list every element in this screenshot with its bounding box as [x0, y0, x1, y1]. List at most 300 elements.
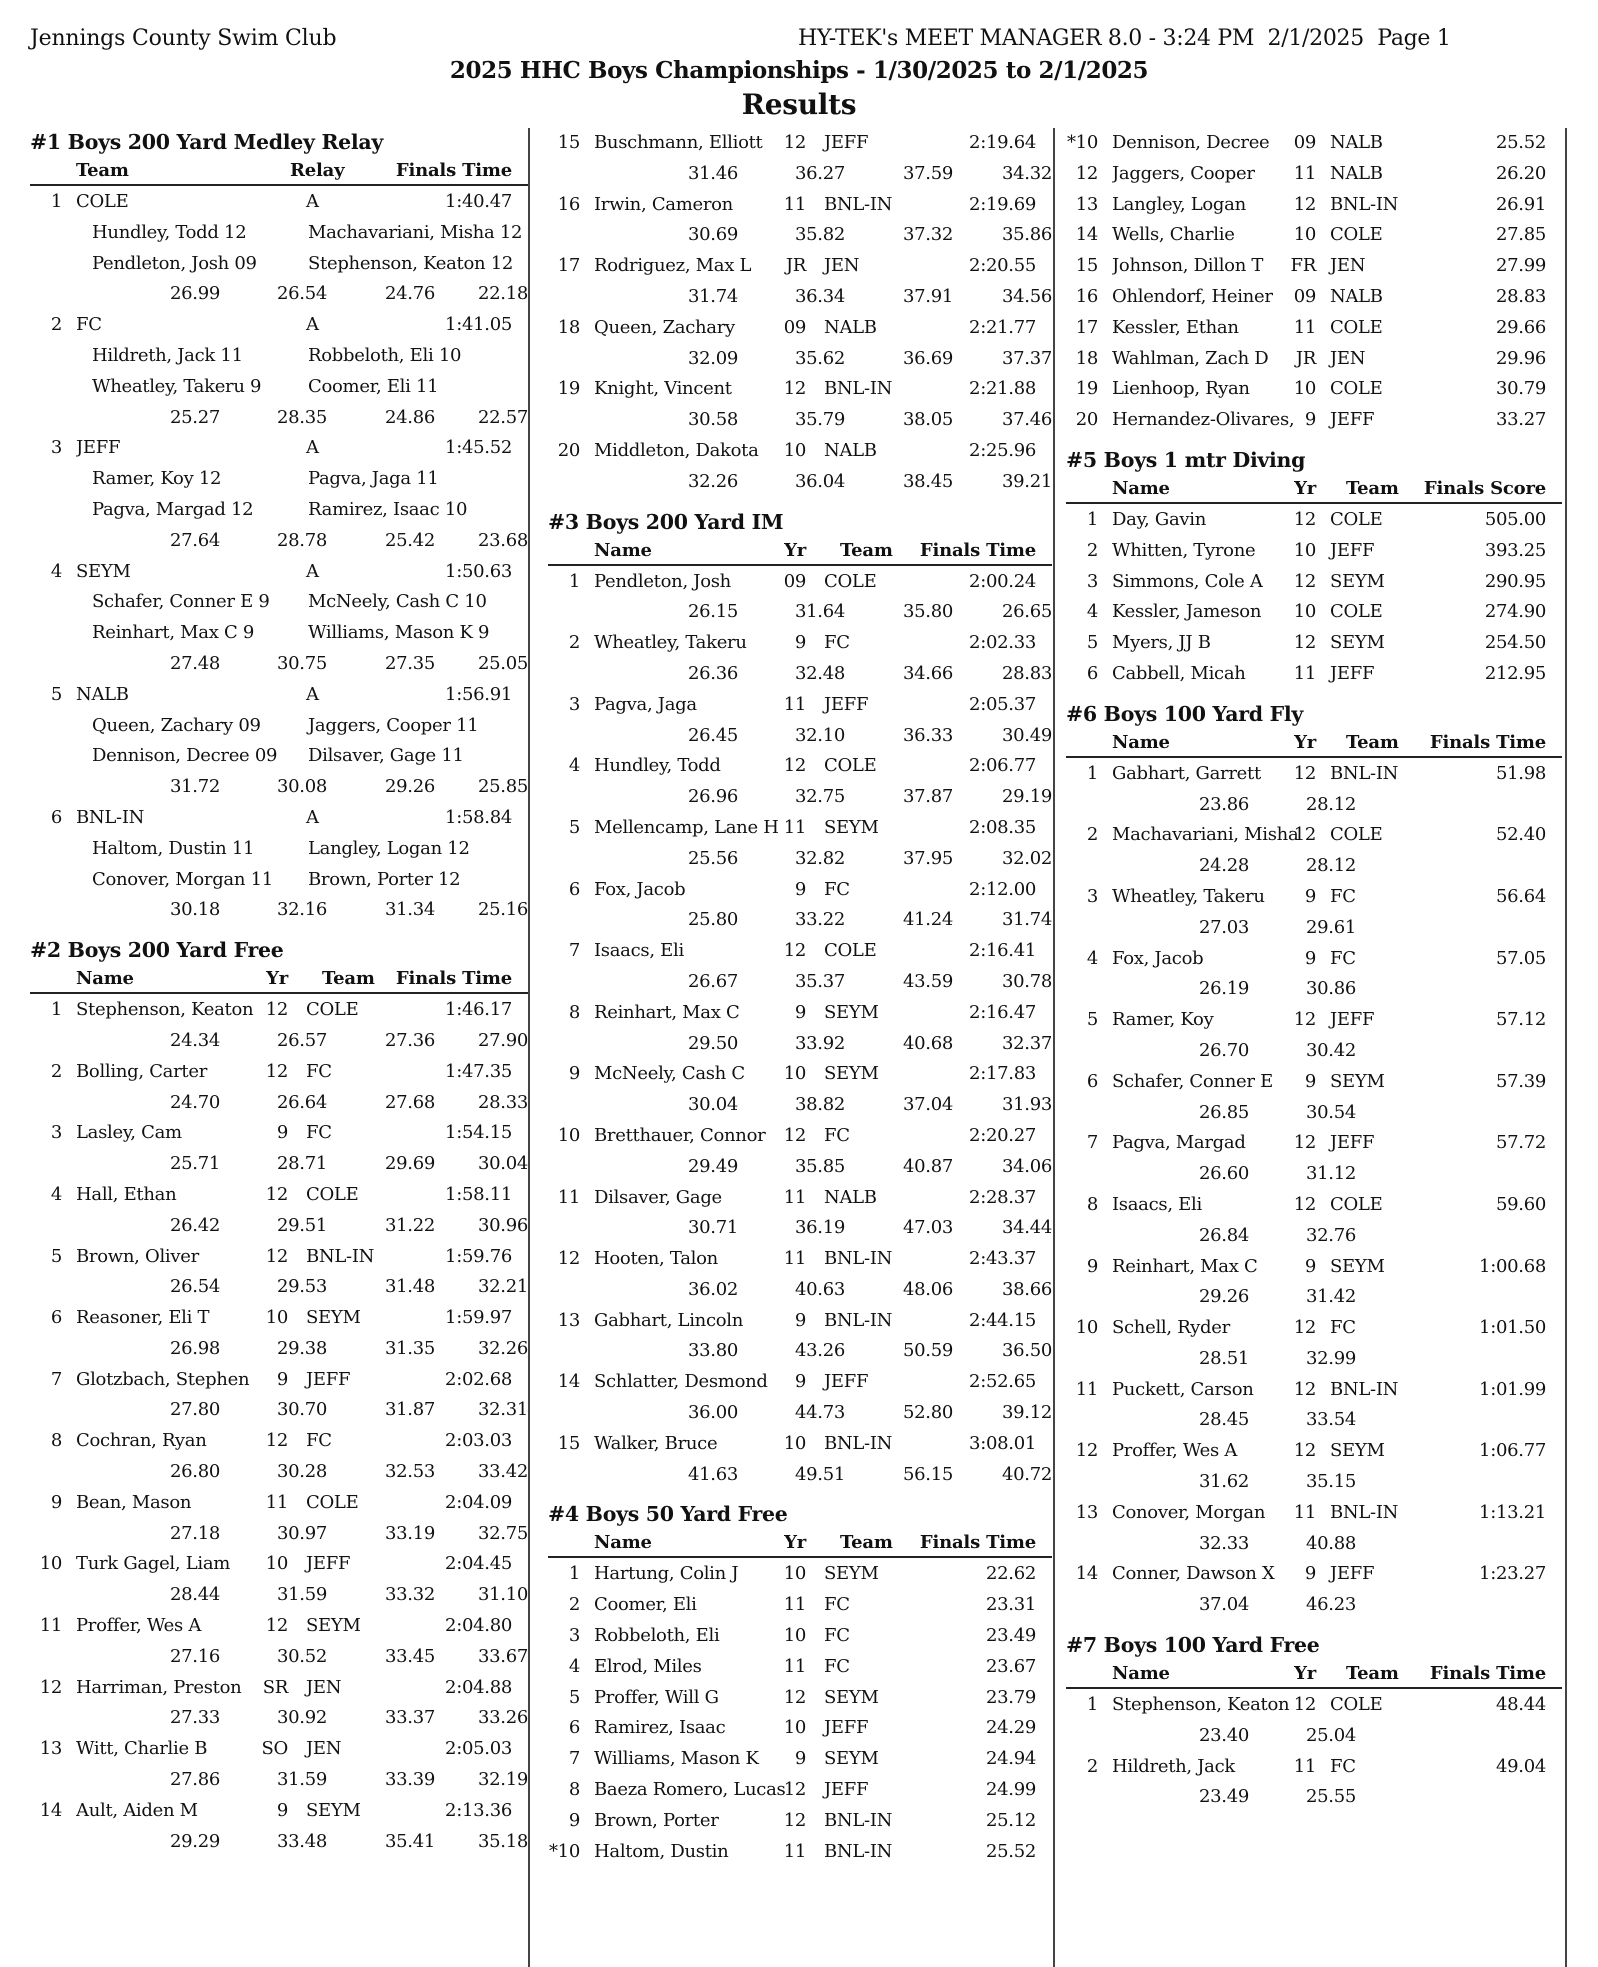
split-time: 27.03 [1198, 916, 1249, 938]
swimmer-name: Pendleton, Josh [594, 570, 731, 592]
split-time: 24.76 [384, 283, 435, 305]
result-row [548, 1805, 1052, 1836]
swimmer-name: Cochran, Ryan [76, 1430, 207, 1452]
split-time: 32.48 [794, 662, 845, 684]
relay-swimmer: Pagva, Jaga 11 [308, 468, 439, 490]
relay-row [30, 432, 528, 463]
split-time: 37.32 [902, 224, 953, 246]
swimmer-name: Middleton, Dakota [594, 439, 759, 461]
place: 1 [1086, 1694, 1098, 1716]
split-time: 34.32 [1001, 162, 1052, 184]
splits-row [548, 1397, 1052, 1428]
splits-row [548, 219, 1052, 250]
split-time: 36.34 [794, 285, 845, 307]
relay-row [30, 309, 528, 340]
place: 8 [568, 1001, 580, 1023]
finals-time: 2:28.37 [969, 1186, 1036, 1208]
year: 11 [783, 193, 806, 215]
splits-row [30, 1764, 528, 1795]
swimmer-name: Ohlendorf, Heiner [1112, 285, 1273, 307]
year: 9 [1304, 885, 1316, 907]
team: COLE [1330, 378, 1383, 400]
split-time: 40.72 [1001, 1463, 1052, 1485]
splits-row [548, 466, 1052, 497]
finals-time: 1:54.15 [445, 1122, 512, 1144]
place: 4 [1086, 601, 1098, 623]
relay-swimmer: Queen, Zachary 09 [92, 714, 261, 736]
result-row [30, 994, 528, 1025]
split-time: 30.96 [477, 1214, 528, 1236]
relay-letter: A [306, 683, 319, 705]
header-finals: Finals Time [1429, 731, 1546, 753]
result-row [1066, 1127, 1562, 1158]
split-time: 29.19 [1001, 786, 1052, 808]
place: 14 [557, 1371, 580, 1393]
finals-time: 2:06.77 [969, 755, 1036, 777]
swimmer-name: Simmons, Cole A [1112, 570, 1263, 592]
split-time: 34.56 [1001, 285, 1052, 307]
team: COLE [824, 940, 877, 962]
place: 3 [1086, 570, 1098, 592]
result-row [548, 1428, 1052, 1459]
header-team: Team [840, 539, 893, 561]
splits-row [548, 1151, 1052, 1182]
header-team: Team [1346, 731, 1399, 753]
result-row [548, 1682, 1052, 1713]
splits-row [1066, 1035, 1562, 1066]
split-time: 34.66 [902, 662, 953, 684]
result-row [1066, 189, 1562, 220]
splits-row [1066, 850, 1562, 881]
relay-letter: A [306, 560, 319, 582]
place: 6 [568, 878, 580, 900]
team: NALB [1330, 285, 1383, 307]
splits-row [30, 402, 528, 433]
result-row [1066, 343, 1562, 374]
header-name: Name [1112, 1663, 1170, 1685]
place: 5 [568, 1686, 580, 1708]
team: BNL-IN [824, 1248, 893, 1270]
swimmer-name: Bean, Mason [76, 1491, 192, 1513]
finals-time: 23.79 [985, 1686, 1036, 1708]
relay-letter: A [306, 314, 319, 336]
split-time: 27.90 [477, 1029, 528, 1051]
year: 12 [265, 1430, 288, 1452]
place: 15 [1075, 255, 1098, 277]
finals-time: 1:58.84 [445, 806, 512, 828]
team: SEYM [1330, 570, 1385, 592]
relay-swimmers-row [30, 617, 528, 648]
split-time: 30.86 [1305, 978, 1356, 1000]
relay-swimmer: Pagva, Margad 12 [92, 498, 254, 520]
split-time: 29.53 [276, 1276, 327, 1298]
split-time: 33.92 [794, 1032, 845, 1054]
year: 12 [783, 1686, 806, 1708]
year: 12 [783, 755, 806, 777]
swimmer-name: Fox, Jacob [594, 878, 686, 900]
swimmer-name: Proffer, Will G [594, 1686, 719, 1708]
split-time: 33.54 [1305, 1409, 1356, 1431]
split-time: 33.19 [384, 1522, 435, 1544]
team: JEFF [824, 1779, 869, 1801]
year: 11 [1293, 162, 1316, 184]
split-time: 27.35 [384, 652, 435, 674]
team: COLE [306, 1183, 359, 1205]
event-title: #5 Boys 1 mtr Diving [1066, 447, 1306, 472]
relay-letter: A [306, 191, 319, 212]
finals-time: 24.99 [985, 1779, 1036, 1801]
swimmer-name: Hernandez-Olivares, [1112, 409, 1295, 431]
header-year: Yr [784, 539, 806, 561]
split-time: 47.03 [902, 1217, 953, 1239]
finals-time: 56.64 [1495, 885, 1546, 907]
year: 10 [1293, 224, 1316, 246]
year: 11 [783, 1594, 806, 1616]
place: 5 [1086, 1009, 1098, 1031]
table-header [1066, 730, 1562, 758]
split-time: 32.37 [1001, 1032, 1052, 1054]
finals-time: 24.29 [985, 1717, 1036, 1739]
swimmer-name: Cabbell, Micah [1112, 662, 1246, 684]
finals-time: 51.98 [1495, 762, 1546, 784]
split-time: 28.83 [1001, 662, 1052, 684]
split-time: 41.63 [687, 1463, 738, 1485]
place: 19 [1075, 378, 1098, 400]
split-time: 34.44 [1001, 1217, 1052, 1239]
swimmer-name: Bretthauer, Connor [594, 1124, 766, 1146]
header-team: Team [1346, 477, 1399, 499]
splits-row [30, 1579, 528, 1610]
relay-swimmer: Robbeloth, Eli 10 [308, 344, 462, 366]
splits-row [548, 658, 1052, 689]
result-row [548, 1120, 1052, 1151]
result-row [548, 1774, 1052, 1805]
result-row [548, 1058, 1052, 1089]
split-time: 22.57 [477, 406, 528, 428]
split-time: 26.54 [169, 1276, 220, 1298]
split-time: 26.65 [1001, 601, 1052, 623]
swimmer-name: Johnson, Dillon T [1112, 255, 1264, 277]
split-time: 36.19 [794, 1217, 845, 1239]
result-row [548, 1182, 1052, 1213]
place: 8 [50, 1430, 62, 1452]
split-time: 56.15 [902, 1463, 953, 1485]
place: 5 [50, 1245, 62, 1267]
year: 9 [1304, 1563, 1316, 1585]
split-time: 25.05 [477, 652, 528, 674]
result-row [1066, 1751, 1562, 1782]
result-row [1066, 281, 1562, 312]
place: 13 [1075, 193, 1098, 215]
team: COLE [1330, 824, 1383, 846]
event-title: #2 Boys 200 Yard Free [30, 938, 284, 963]
split-time: 33.42 [477, 1461, 528, 1483]
finals-time: 212.95 [1484, 662, 1546, 684]
team: JEN [1330, 347, 1366, 369]
swimmer-name: Ramirez, Isaac [594, 1717, 726, 1739]
result-row [548, 127, 1052, 158]
finals-time: 1:01.99 [1479, 1378, 1546, 1400]
finals-time: 2:05.37 [969, 693, 1036, 715]
place: 2 [1086, 539, 1098, 561]
result-row [1066, 312, 1562, 343]
year: 12 [1293, 1694, 1316, 1716]
split-time: 28.35 [276, 406, 327, 428]
splits-row [1066, 1158, 1562, 1189]
splits-row [548, 781, 1052, 812]
team: COLE [306, 1491, 359, 1513]
year: 12 [783, 1779, 806, 1801]
split-time: 32.53 [384, 1461, 435, 1483]
finals-time: 2:04.80 [445, 1615, 512, 1637]
year: 10 [265, 1307, 288, 1329]
splits-row [548, 904, 1052, 935]
finals-time: 25.52 [1495, 132, 1546, 153]
result-row [30, 1795, 528, 1826]
split-time: 26.45 [687, 724, 738, 746]
result-row [1066, 1435, 1562, 1466]
finals-time: 393.25 [1484, 539, 1546, 561]
team: BNL-IN [824, 1840, 893, 1862]
splits-row [30, 648, 528, 679]
team: FC [1330, 1755, 1356, 1777]
result-row [548, 1651, 1052, 1682]
splits-row [1066, 789, 1562, 820]
relay-swimmer: Conover, Morgan 11 [92, 868, 273, 890]
finals-time: 29.96 [1495, 347, 1546, 369]
relay-row [30, 556, 528, 587]
split-time: 25.55 [1305, 1786, 1356, 1808]
place: 6 [50, 806, 62, 828]
header-finals: Finals Time [919, 1532, 1036, 1554]
event-4-50-free [548, 1499, 1052, 1866]
split-time: 33.37 [384, 1707, 435, 1729]
year: 10 [783, 1432, 806, 1454]
swimmer-name: Wheatley, Takeru [1112, 885, 1265, 907]
place: 2 [1086, 1755, 1098, 1777]
swimmer-name: Buschmann, Elliott [594, 132, 763, 153]
year: 9 [1304, 1070, 1316, 1092]
swimmer-name: Pagva, Jaga [594, 693, 697, 715]
split-time: 31.59 [276, 1769, 327, 1791]
split-time: 25.56 [687, 847, 738, 869]
team: COLE [1330, 1193, 1383, 1215]
relay-swimmer: Schafer, Conner E 9 [92, 591, 270, 613]
team: BNL-IN [824, 193, 893, 215]
place: 9 [568, 1063, 580, 1085]
place: 4 [568, 755, 580, 777]
relay-swimmer: Ramer, Koy 12 [92, 468, 222, 490]
relay-swimmers-row [30, 586, 528, 617]
finals-time: 57.72 [1495, 1132, 1546, 1154]
finals-time: 1:00.68 [1479, 1255, 1546, 1277]
team: FC [824, 878, 850, 900]
year: 10 [783, 1063, 806, 1085]
result-row [1066, 127, 1562, 158]
year: 12 [265, 1615, 288, 1637]
finals-time: 25.52 [985, 1840, 1036, 1862]
splits-row [30, 525, 528, 556]
year: 12 [1293, 1132, 1316, 1154]
result-row [548, 250, 1052, 281]
relay-swimmer: Hildreth, Jack 11 [92, 344, 243, 366]
split-time: 35.86 [1001, 224, 1052, 246]
split-time: 28.71 [276, 1153, 327, 1175]
place: 10 [557, 1124, 580, 1146]
splits-row [548, 1335, 1052, 1366]
split-time: 31.72 [169, 776, 220, 798]
team: JEFF [1330, 409, 1375, 431]
relay-swimmers-row [30, 248, 528, 279]
split-time: 32.19 [477, 1769, 528, 1791]
relay-swimmer: Reinhart, Max C 9 [92, 622, 255, 644]
relay-swimmer: Brown, Porter 12 [308, 868, 461, 890]
place: 15 [557, 132, 580, 153]
finals-time: 2:16.41 [969, 940, 1036, 962]
header-finals: Finals Time [1429, 1663, 1546, 1685]
year: 9 [794, 1748, 806, 1770]
splits-row [548, 158, 1052, 189]
result-row [548, 1366, 1052, 1397]
place: 4 [50, 1183, 62, 1205]
split-time: 24.86 [384, 406, 435, 428]
split-time: 32.31 [477, 1399, 528, 1421]
split-time: 23.49 [1198, 1786, 1249, 1808]
split-time: 32.21 [477, 1276, 528, 1298]
finals-time: 2:21.88 [969, 378, 1036, 400]
result-row [30, 1610, 528, 1641]
team: BNL-IN [1330, 193, 1399, 215]
swimmer-name: Glotzbach, Stephen [76, 1368, 250, 1390]
split-time: 30.92 [276, 1707, 327, 1729]
year: 10 [783, 1717, 806, 1739]
year: 12 [1293, 1009, 1316, 1031]
relay-team: SEYM [76, 560, 131, 582]
place: 3 [50, 1122, 62, 1144]
split-time: 26.42 [169, 1214, 220, 1236]
split-time: 36.50 [1001, 1340, 1052, 1362]
team: FC [824, 1124, 850, 1146]
relay-swimmer: Wheatley, Takeru 9 [92, 375, 262, 397]
swimmer-name: Hartung, Colin J [594, 1563, 739, 1585]
split-time: 30.71 [687, 1217, 738, 1239]
split-time: 32.99 [1305, 1347, 1356, 1369]
split-time: 31.74 [687, 285, 738, 307]
place: 4 [50, 560, 62, 582]
year: 9 [794, 1001, 806, 1023]
team: SEYM [1330, 1440, 1385, 1462]
header-name: Name [594, 539, 652, 561]
place: 13 [39, 1738, 62, 1760]
swimmer-name: Pagva, Margad [1112, 1132, 1246, 1154]
place: 10 [39, 1553, 62, 1575]
team: FC [824, 1594, 850, 1616]
split-time: 26.70 [1198, 1039, 1249, 1061]
table-header [1066, 1661, 1562, 1689]
split-time: 37.04 [902, 1094, 953, 1116]
result-row [548, 812, 1052, 843]
finals-time: 22.62 [985, 1563, 1036, 1585]
team: SEYM [824, 1563, 879, 1585]
split-time: 27.18 [169, 1522, 220, 1544]
split-time: 43.26 [794, 1340, 845, 1362]
finals-time: 2:19.69 [969, 193, 1036, 215]
swimmer-name: Reasoner, Eli T [76, 1307, 210, 1329]
splits-row [1066, 1589, 1562, 1620]
split-time: 28.12 [1305, 855, 1356, 877]
split-time: 38.45 [902, 470, 953, 492]
place: 13 [557, 1309, 580, 1331]
team: FC [306, 1122, 332, 1144]
result-row [1066, 758, 1562, 789]
header-relay: Relay [290, 160, 345, 181]
relay-swimmer: Hundley, Todd 12 [92, 221, 247, 243]
result-row [548, 1243, 1052, 1274]
event-2-200-free-continued [548, 127, 1052, 497]
year: 11 [783, 1248, 806, 1270]
place: 20 [1075, 409, 1098, 431]
splits-row [548, 843, 1052, 874]
year: 12 [1293, 570, 1316, 592]
split-time: 30.78 [1001, 970, 1052, 992]
split-time: 37.46 [1001, 409, 1052, 431]
split-time: 35.82 [794, 224, 845, 246]
relay-swimmer: Williams, Mason K 9 [308, 622, 490, 644]
event-6-100-fly [1066, 699, 1562, 1620]
team: NALB [824, 1186, 877, 1208]
place: 6 [568, 1717, 580, 1739]
splits-row [548, 1274, 1052, 1305]
result-row [1066, 881, 1562, 912]
finals-time: 2:04.09 [445, 1491, 512, 1513]
year: 9 [794, 1309, 806, 1331]
year: 11 [1293, 662, 1316, 684]
place: 12 [557, 1248, 580, 1270]
split-time: 29.49 [687, 1155, 738, 1177]
relay-letter: A [306, 806, 319, 828]
year: 12 [1293, 1317, 1316, 1339]
finals-time: 2:02.33 [969, 632, 1036, 654]
split-time: 37.59 [902, 162, 953, 184]
place: 5 [568, 816, 580, 838]
header-club-name: Jennings County Swim Club [30, 26, 337, 51]
year: 11 [1293, 1501, 1316, 1523]
split-time: 22.18 [477, 283, 528, 305]
place: 1 [50, 999, 62, 1021]
swimmer-name: Kessler, Jameson [1112, 601, 1262, 623]
place: 3 [1086, 885, 1098, 907]
splits-row [30, 1456, 528, 1487]
team: NALB [824, 316, 877, 338]
swimmer-name: Gabhart, Lincoln [594, 1309, 744, 1331]
finals-time: 2:04.45 [445, 1553, 512, 1575]
splits-row [548, 596, 1052, 627]
team: FC [306, 1430, 332, 1452]
split-time: 36.33 [902, 724, 953, 746]
split-time: 29.50 [687, 1032, 738, 1054]
year: FR [1290, 255, 1316, 277]
year: 9 [1304, 409, 1316, 431]
event-title: #4 Boys 50 Yard Free [548, 1502, 788, 1527]
place: 3 [568, 1625, 580, 1647]
team: SEYM [1330, 1255, 1385, 1277]
splits-row [30, 1148, 528, 1179]
result-row [548, 1712, 1052, 1743]
split-time: 37.04 [1198, 1594, 1249, 1616]
year: 9 [276, 1368, 288, 1390]
split-time: 52.80 [902, 1402, 953, 1424]
team: NALB [824, 439, 877, 461]
